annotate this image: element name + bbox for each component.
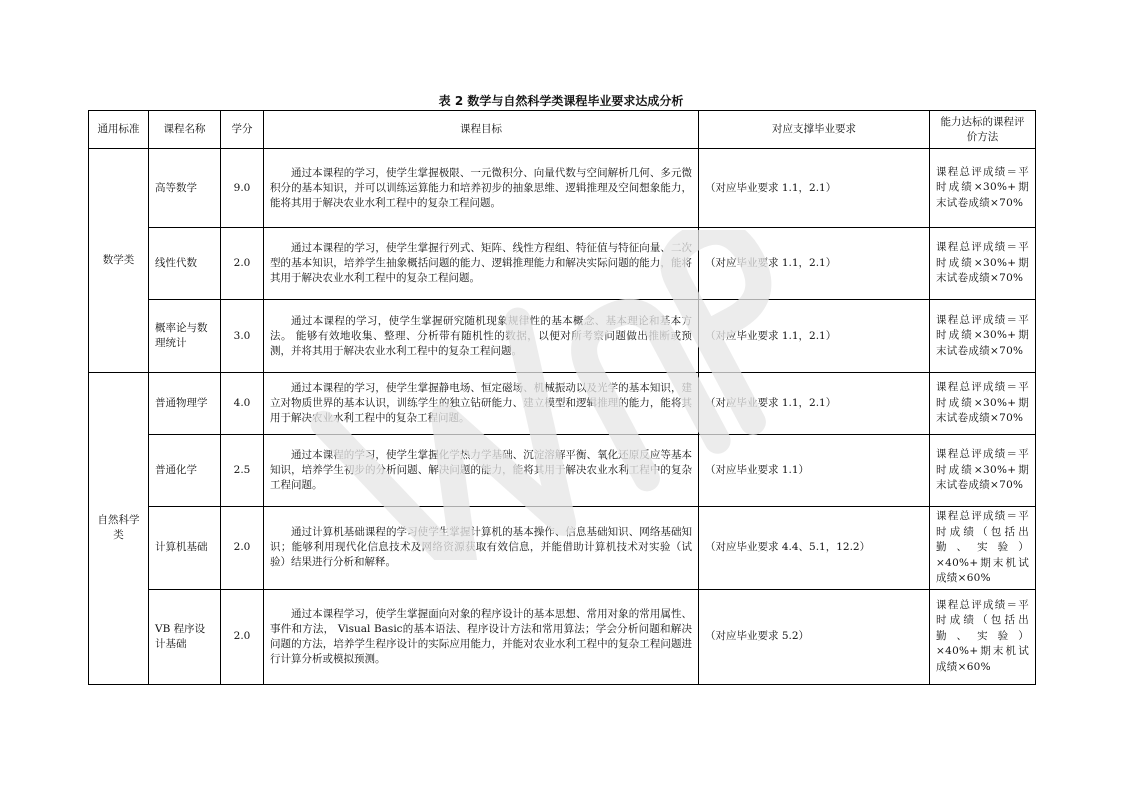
course-name: 概率论与数理统计 xyxy=(149,300,221,373)
course-evaluation: 课程总评成绩＝平时成绩×30%+期末试卷成绩×70% xyxy=(930,149,1036,228)
course-name: 普通物理学 xyxy=(149,373,221,435)
header-credit: 学分 xyxy=(221,111,264,149)
course-evaluation: 课程总评成绩＝平时成绩（包括出勤、实验）×40%+期末机试成绩×60% xyxy=(930,507,1036,590)
course-requirement: （对应毕业要求 1.1，2.1） xyxy=(699,300,930,373)
course-evaluation: 课程总评成绩＝平时成绩×30%+期末试卷成绩×70% xyxy=(930,300,1036,373)
course-name: 线性代数 xyxy=(149,228,221,300)
table-row xyxy=(89,435,1036,507)
table-title: 表 2 数学与自然科学类课程毕业要求达成分析 xyxy=(438,94,684,108)
course-goal: 通过本课程的学习，使学生掌握行列式、矩阵、线性方程组、特征值与特征向量、二次型的基本知识，培养学生抽象概括问题的能力、逻辑推理能力和解决实际问题的能力，能将其用于解决农业水利工程中的复杂工程问题。 xyxy=(264,228,699,300)
course-credit: 2.0 xyxy=(221,589,264,684)
header-evaluation: 能力达标的课程评价方法 xyxy=(930,111,1036,149)
course-credit: 2.0 xyxy=(221,228,264,300)
table-row xyxy=(89,373,1036,435)
course-goal: 通过本课程的学习，使学生掌握化学热力学基础、沉淀溶解平衡、氧化还原反应等基本知识，培养学生初步的分析问题、解决问题的能力，能将其用于解决农业水利工程中的复杂工程问题。 xyxy=(264,435,699,507)
requirements-table xyxy=(88,110,1036,685)
course-evaluation: 课程总评成绩＝平时成绩×30%+期末试卷成绩×70% xyxy=(930,373,1036,435)
course-requirement: （对应毕业要求 1.1，2.1） xyxy=(699,228,930,300)
course-requirement: （对应毕业要求 1.1，2.1） xyxy=(699,373,930,435)
course-credit: 4.0 xyxy=(221,373,264,435)
course-requirement: （对应毕业要求 1.1，2.1） xyxy=(699,149,930,228)
table-row xyxy=(89,228,1036,300)
header-goal: 课程目标 xyxy=(264,111,699,149)
course-credit: 2.0 xyxy=(221,507,264,590)
course-evaluation: 课程总评成绩＝平时成绩×30%+期末试卷成绩×70% xyxy=(930,435,1036,507)
course-goal: 通过本课程的学习，使学生掌握研究随机现象规律性的基本概念、基本理论和基本方法。 能够有效地收集、整理、分析带有随机性的数据，以便对所考察问题做出推断或预测，并将其用于解决农业水利工程中的复杂工程问题。 xyxy=(264,300,699,373)
course-evaluation: 课程总评成绩＝平时成绩×30%+期末试卷成绩×70% xyxy=(930,228,1036,300)
table-header-row xyxy=(89,111,1036,149)
table-row xyxy=(89,507,1036,590)
category-math: 数学类 xyxy=(89,149,149,373)
course-name: 计算机基础 xyxy=(149,507,221,590)
table-row xyxy=(89,300,1036,373)
course-name: 高等数学 xyxy=(149,149,221,228)
header-category: 通用标准 xyxy=(89,111,149,149)
course-credit: 3.0 xyxy=(221,300,264,373)
course-goal: 通过本课程学习，使学生掌握面向对象的程序设计的基本思想、常用对象的常用属性、事件和方法， Visual Basic的基本语法、程序设计方法和常用算法；学会分析问题和解决问题的方法，培养学生程序设计的实际应用能力，并能对农业水利工程中的复杂工程问题进行计算分析或模拟预测。 xyxy=(264,589,699,684)
category-natural-science: 自然科学类 xyxy=(89,373,149,685)
course-name: 普通化学 xyxy=(149,435,221,507)
table-row xyxy=(89,149,1036,228)
course-goal: 通过本课程的学习，使学生掌握静电场、恒定磁场、机械振动以及光学的基本知识，建立对物质世界的基本认识，训练学生的独立钻研能力、建立模型和逻辑推理的能力，能将其用于解决农业水利工程中的复杂工程问题。 xyxy=(264,373,699,435)
header-course: 课程名称 xyxy=(149,111,221,149)
course-credit: 9.0 xyxy=(221,149,264,228)
course-name: VB 程序设计基础 xyxy=(149,589,221,684)
course-requirement: （对应毕业要求 5.2） xyxy=(699,589,930,684)
header-requirement: 对应支撑毕业要求 xyxy=(699,111,930,149)
course-goal: 通过计算机基础课程的学习使学生掌握计算机的基本操作、信息基础知识、网络基础知识；能够利用现代化信息技术及网络资源获取有效信息，并能借助计算机技术对实验（试验）结果进行分析和解释。 xyxy=(264,507,699,590)
course-evaluation: 课程总评成绩＝平时成绩（包括出勤、实验）×40%+期末机试成绩×60% xyxy=(930,589,1036,684)
course-requirement: （对应毕业要求 1.1） xyxy=(699,435,930,507)
course-goal: 通过本课程的学习，使学生掌握极限、一元微积分、向量代数与空间解析几何、多元微积分的基本知识，并可以训练运算能力和培养初步的抽象思维、逻辑推理及空间想象能力，能将其用于解决农业水利工程中的复杂工程问题。 xyxy=(264,149,699,228)
course-credit: 2.5 xyxy=(221,435,264,507)
course-requirement: （对应毕业要求 4.4、5.1，12.2） xyxy=(699,507,930,590)
table-row xyxy=(89,589,1036,684)
